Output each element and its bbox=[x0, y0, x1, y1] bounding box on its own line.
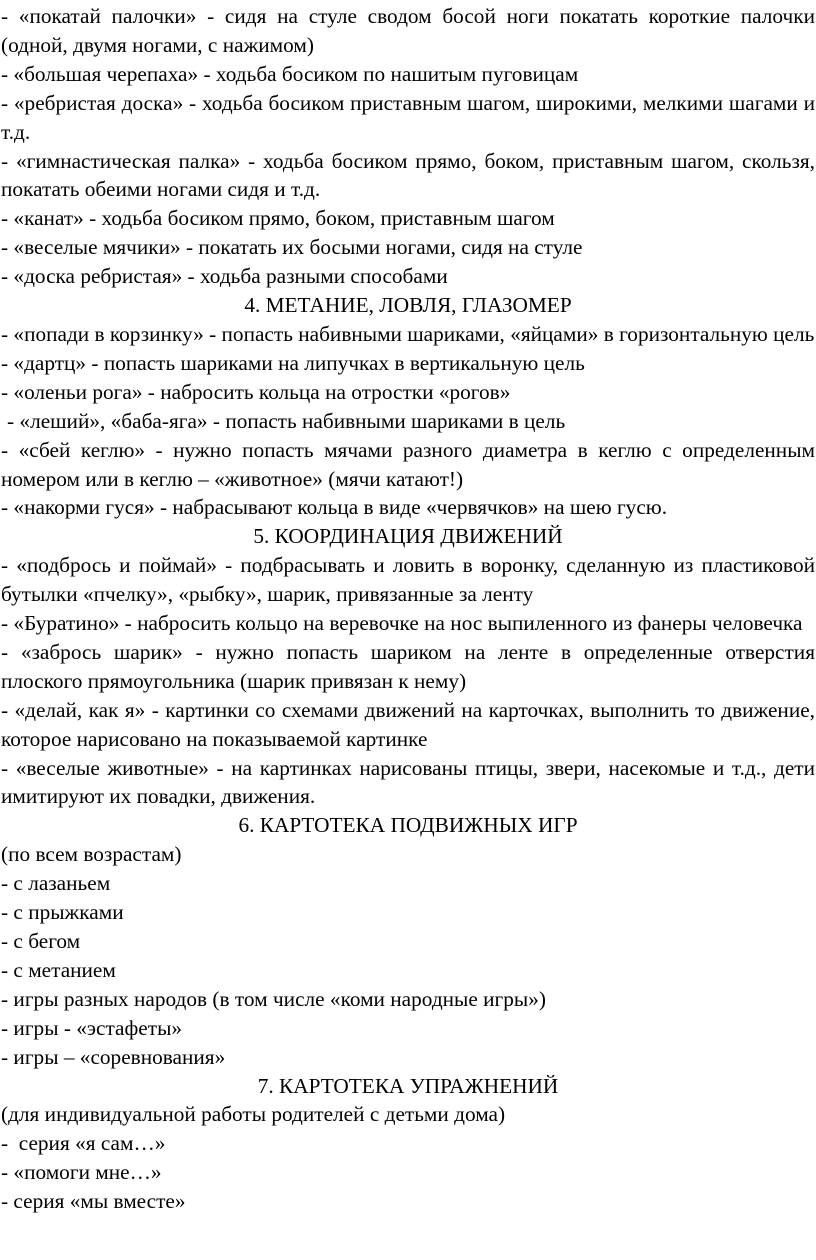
section-note: (для индивидуальной работы родителей с детьми дома) bbox=[1, 1102, 506, 1127]
list-item: - «ребристая доска» - ходьба босиком приставным шагом, широкими, мелкими шагами и т.д. bbox=[1, 90, 815, 144]
list-item: - с лазаньем bbox=[1, 871, 111, 896]
list-item: - «веселые мячики» - покатать их босыми ногами, сидя на стуле bbox=[1, 235, 583, 260]
section-heading-throwing: 4. МЕТАНИЕ, ЛОВЛЯ, ГЛАЗОМЕР bbox=[244, 293, 572, 318]
list-item: - с бегом bbox=[1, 929, 81, 953]
section-heading-exercises-catalog: 7. КАРТОТЕКА УПРАЖНЕНИЙ bbox=[257, 1073, 559, 1098]
section-note: (по всем возрастам) bbox=[1, 842, 182, 867]
list-item: - «гимнастическая палка» - ходьба босиком прямо, боком, приставным шагом, скользя, покатать обеими ногами сидя и т.д. bbox=[1, 148, 815, 202]
list-item: - «оленьи рога» - набросить кольца на отростки «рогов» bbox=[1, 379, 511, 404]
list-item: - «забрось шарик» - нужно попасть шариком на ленте в определенные отверстия плоского прямоугольника (шарик привязан к нему) bbox=[1, 639, 815, 693]
list-item: - «покатай палочки» - сидя на стуле сводом босой ноги покатать короткие палочки (одной, двумя ногами, с нажимом) bbox=[1, 4, 815, 57]
list-item: - «делай, как я» - картинки со схемами движений на карточках, выполнить то движение, которое нарисовано на показываемой картинке bbox=[1, 697, 815, 751]
list-item: - «попади в корзинку» - попасть набивными шариками, «яйцами» в горизонтальную цель bbox=[1, 321, 815, 346]
list-item: - «доска ребристая» - ходьба разными способами bbox=[1, 264, 448, 289]
list-item: - «дартц» - попасть шариками на липучках в вертикальную цель bbox=[1, 350, 585, 375]
list-item: - «сбей кеглю» - нужно попасть мячами разного диаметра в кеглю с определенным номером или в кеглю – «животное» (мячи катают!) bbox=[1, 437, 815, 491]
list-item: - «Буратино» - набросить кольцо на веревочке на нос выпиленного из фанеры человечка bbox=[1, 611, 803, 636]
list-item: - «большая черепаха» - ходьба босиком по нашитым пуговицам bbox=[1, 61, 579, 86]
section-heading-games-catalog: 6. КАРТОТЕКА ПОДВИЖНЫХ ИГР bbox=[238, 813, 578, 838]
list-item: - серия «я сам…» bbox=[1, 1131, 166, 1156]
list-item: - с прыжками bbox=[1, 900, 124, 925]
list-item: - игры – «соревнования» bbox=[1, 1044, 226, 1069]
list-item: - серия «мы вместе» bbox=[1, 1189, 186, 1214]
list-item: - «подбрось и поймай» - подбрасывать и ловить в воронку, сделанную из пластиковой бутылки «пчелку», «рыбку», шарик, привязанные за ленту bbox=[1, 553, 815, 607]
list-item: - «накорми гуся» - набрасывают кольца в виде «червячков» на шею гусю. bbox=[1, 495, 668, 520]
list-item: - «помоги мне…» bbox=[1, 1160, 162, 1185]
list-item: - игры - «эстафеты» bbox=[1, 1015, 183, 1040]
list-item: - «канат» - ходьба босиком прямо, боком, приставным шагом bbox=[1, 206, 555, 231]
section-heading-coordination: 5. КООРДИНАЦИЯ ДВИЖЕНИЙ bbox=[253, 524, 563, 549]
list-item: - «леший», «баба-яга» - попасть набивными шариками в цель bbox=[7, 408, 566, 433]
list-item: - с метанием bbox=[1, 957, 116, 982]
list-item: - игры разных народов (в том числе «коми народные игры») bbox=[1, 986, 546, 1011]
list-item: - «веселые животные» - на картинках нарисованы птицы, звери, насекомые и т.д., дети имитируют их повадки, движения. bbox=[1, 755, 815, 809]
